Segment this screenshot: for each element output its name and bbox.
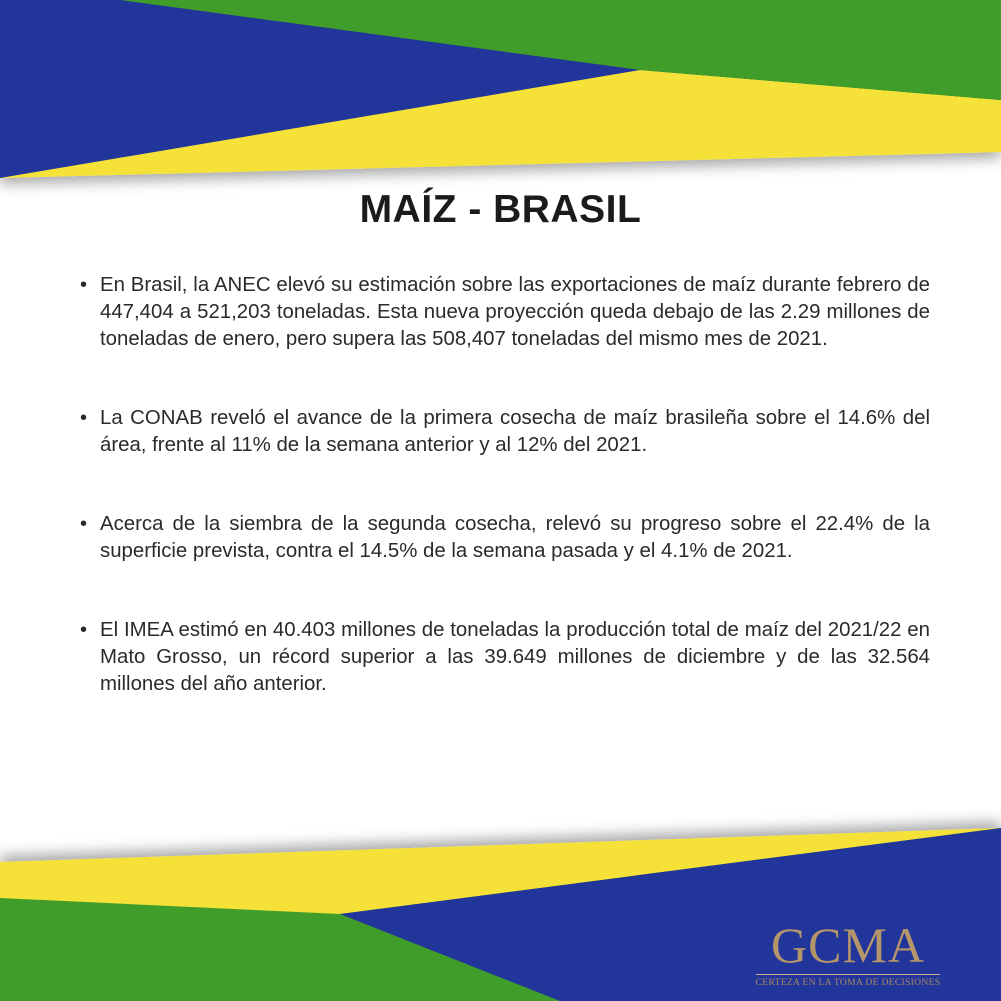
top-flag-band <box>0 0 1001 210</box>
title-light: MAÍZ - <box>359 188 494 231</box>
bullet-dot: • <box>80 407 88 429</box>
bullet-item <box>80 511 930 565</box>
bullet-dot: • <box>80 513 88 535</box>
logo-wordmark: GCMA <box>770 917 926 973</box>
title-bold: BRASIL <box>493 188 642 231</box>
bullet-list <box>80 272 930 698</box>
bullet-text: El IMEA estimó en 40.403 millones de toneladas la producción total de maíz del 2021/22 en Mato Grosso, un récord superior a las 39.649 millones de diciembre y de las 32.564 millones del año anterior. <box>100 619 930 695</box>
page-title <box>0 188 1001 232</box>
bullet-text: La CONAB reveló el avance de la primera cosecha de maíz brasileña sobre el 14.6% del área, frente al 11% de la semana anterior y al 12% del 2021. <box>100 407 930 456</box>
logo-tagline: CERTEZA EN LA TOMA DE DECISIONES <box>755 977 941 988</box>
bullet-text: En Brasil, la ANEC elevó su estimación sobre las exportaciones de maíz durante febrero de 447,404 a 521,203 toneladas. Esta nueva proyección queda debajo de las 2.29 millones de toneladas de enero, pero supera las 508,407 toneladas del mismo mes de 2021. <box>100 274 930 350</box>
logo-divider <box>756 974 940 975</box>
bullet-item <box>80 405 930 459</box>
bullet-item <box>80 272 930 353</box>
top-flag-graphic <box>0 0 1001 210</box>
bullet-text: Acerca de la siembra de la segunda cosecha, relevó su progreso sobre el 22.4% de la superficie prevista, contra el 14.5% de la semana pasada y el 4.1% de 2021. <box>100 513 930 562</box>
bullet-dot: • <box>80 274 88 296</box>
gcma-logo <box>752 918 944 993</box>
bullet-item <box>80 617 930 698</box>
bullet-dot: • <box>80 619 88 641</box>
